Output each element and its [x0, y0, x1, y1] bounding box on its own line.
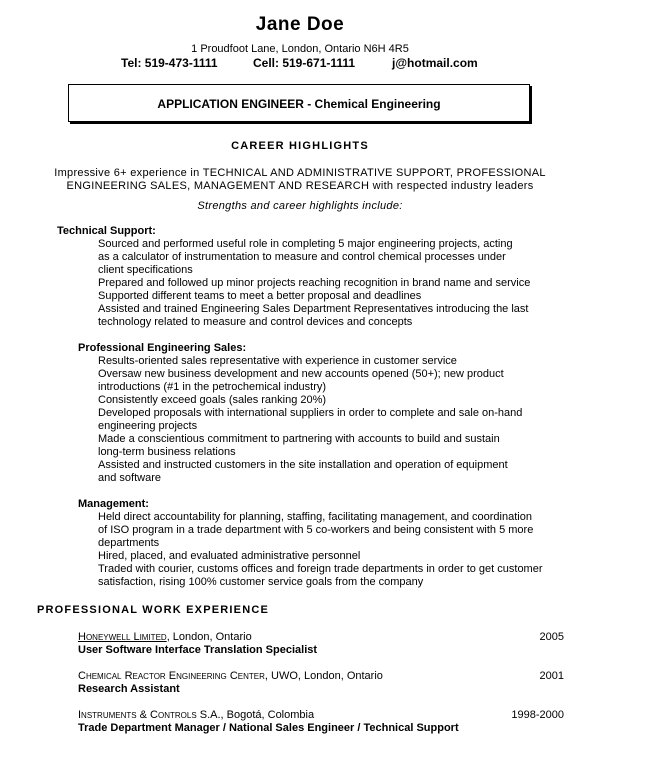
management-title: Management: — [78, 498, 149, 510]
sales-line: Assisted and instructed customers in the site installation and operation of equipment — [98, 459, 508, 471]
email: j@hotmail.com — [392, 56, 478, 70]
company-location: , London, Ontario — [166, 631, 252, 643]
job-title: User Software Interface Translation Specialist — [78, 644, 318, 656]
telephone: Tel: 519-473-1111 — [121, 56, 218, 70]
sales-line: Results-oriented sales representative with experience in customer service — [98, 355, 457, 367]
cell-phone: Cell: 519-671-1111 — [253, 56, 356, 70]
work-experience-heading: PROFESSIONAL WORK EXPERIENCE — [37, 604, 270, 616]
technical-line: Prepared and followed up minor projects reaching recognition in brand name and service — [98, 277, 531, 289]
candidate-name: Jane Doe — [255, 14, 345, 35]
summary-line-2: ENGINEERING SALES, MANAGEMENT AND RESEARCH with respected industry leaders — [66, 180, 534, 192]
sales-title: Professional Engineering Sales: — [78, 342, 247, 354]
sales-line: introductions (#1 in the petrochemical industry) — [98, 381, 327, 393]
technical-line: as a calculator of instrumentation to measure and control chemical processes under — [98, 251, 506, 263]
management-line: Traded with courier, customs offices and foreign trade departments in order to get customer — [98, 563, 543, 575]
sales-line: Consistently exceed goals (sales ranking 20%) — [98, 394, 327, 406]
technical-line: Assisted and trained Engineering Sales Department Representatives introducing the last — [98, 303, 529, 315]
company-name: Instruments & Controls S.A. — [78, 709, 221, 721]
sales-line: long-term business relations — [98, 446, 236, 458]
management-line: Held direct accountability for planning, staffing, facilitating management, and coordination — [98, 511, 532, 523]
sales-line: Oversaw new business development and new accounts opened (50+); new product — [98, 368, 504, 380]
job-company — [78, 709, 314, 721]
job-year: 2005 — [539, 631, 564, 643]
company-name: Chemical Reactor Engineering Center — [78, 670, 265, 682]
company-location: , Bogotá, Colombia — [220, 709, 315, 721]
job-company — [78, 670, 383, 682]
career-highlights-heading: CAREER HIGHLIGHTS — [231, 140, 369, 152]
management-line: of ISO program in a trade department with 5 co-workers and being consistent with 5 more — [98, 524, 534, 536]
technical-support-title: Technical Support: — [57, 225, 156, 237]
job-title: Trade Department Manager / National Sales Engineer / Technical Support — [78, 722, 459, 734]
job-year: 1998-2000 — [511, 709, 564, 721]
management-line: satisfaction, rising 100% customer service goals from the company — [98, 576, 424, 588]
company-location: , UWO, London, Ontario — [264, 670, 383, 682]
address: 1 Proudfoot Lane, London, Ontario N6H 4R5 — [191, 43, 409, 55]
sales-line: and software — [98, 472, 161, 484]
highlights-intro: Strengths and career highlights include: — [197, 200, 403, 212]
job-company — [78, 631, 252, 643]
sales-line: Made a conscientious commitment to partnering with accounts to build and sustain — [98, 433, 500, 445]
management-line: Hired, placed, and evaluated administrative personnel — [98, 550, 361, 562]
job-year: 2001 — [539, 670, 564, 682]
technical-line: Sourced and performed useful role in completing 5 major engineering projects, acting — [98, 238, 513, 250]
sales-line: engineering projects — [98, 420, 198, 432]
technical-line: technology related to measure and control devices and concepts — [98, 316, 413, 328]
summary-line-1: Impressive 6+ experience in TECHNICAL AND ADMINISTRATIVE SUPPORT, PROFESSIONAL — [54, 167, 546, 179]
objective-title: APPLICATION ENGINEER - Chemical Engineering — [157, 97, 441, 111]
company-name: Honeywell Limited — [78, 631, 167, 643]
technical-line: client specifications — [98, 264, 193, 276]
technical-line: Supported different teams to meet a better proposal and deadlines — [98, 290, 422, 302]
job-title: Research Assistant — [78, 683, 180, 695]
management-line: departments — [98, 537, 160, 549]
sales-line: Developed proposals with international suppliers in order to complete and sale on-hand — [98, 407, 523, 419]
